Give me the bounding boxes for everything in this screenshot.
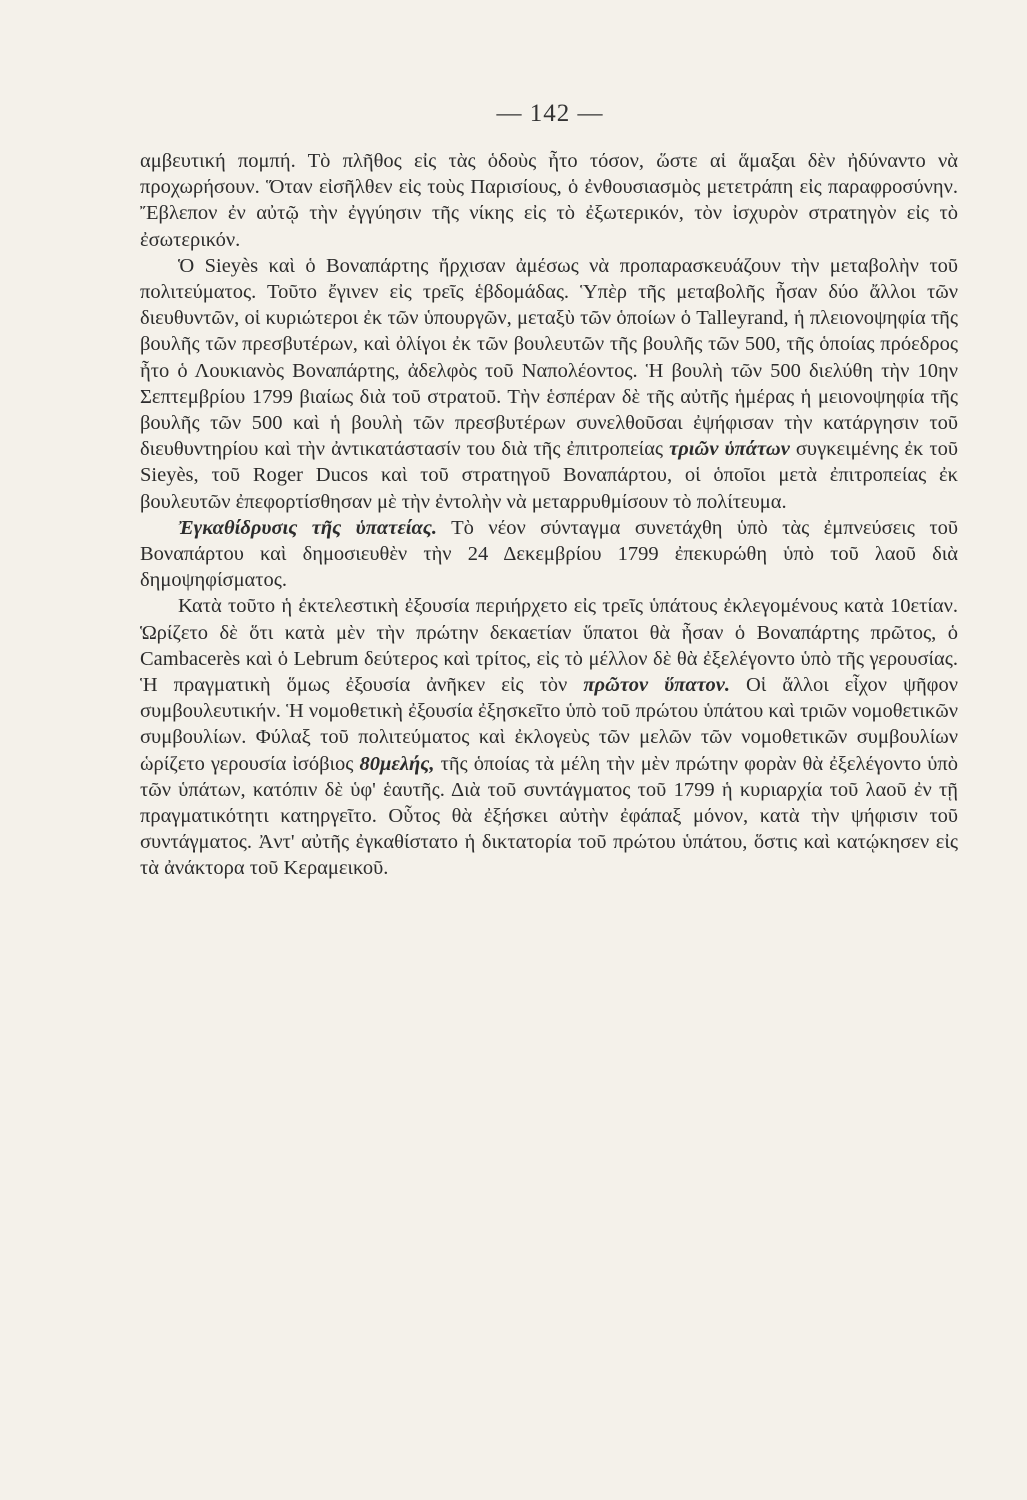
paragraph-3-text: Τὸ νέον σύνταγμα συνετάχθη ὑπὸ τὰς ἐμπνεύσεις τοῦ Βοναπάρτου καὶ δημοσιευθὲν τὴν 24 Δεκεμβρίου 1799 ἐπεκυρώθη ὑπὸ τοῦ λαοῦ διὰ δημοψηφίσματος. bbox=[140, 516, 958, 592]
emphasis-three-consuls: τριῶν ὑπάτων bbox=[669, 438, 790, 461]
emphasis-first-consul: πρῶτον ὕπατον. bbox=[583, 674, 730, 697]
paragraph-4-text-after2: τῆς ὁποίας τὰ μέλη τὴν μὲν πρώτην φορὰν θὰ ἐξελέγοντο ὑπὸ τῶν ὑπάτων, κατόπιν δὲ ὑφ' ἑαυτῆς. Διὰ τοῦ συντάγματος τοῦ 1799 ἡ κυριαρχία τοῦ λαοῦ ἐν τῇ πραγματικότητι κατηργεῖτο. Οὗτος θὰ ἐξήσκει αὐτὴν ἐφάπαξ μόνον, κατὰ τὴν ψήφισιν τοῦ συντάγματος. Ἀντ' αὐτῆς ἐγκαθίστατο ἡ δικτατορία τοῦ πρώτου ὑπάτου, ὅστις καὶ κατῴκησεν εἰς τὰ ἀνάκτορα τοῦ Κεραμεικοῦ. bbox=[140, 752, 958, 880]
paragraph-4-text-after: Οἱ ἄλλοι εἶχον ψῆφον συμβουλευτικήν. Ἡ νομοθετικὴ ἐξουσία ἐξησκεῖτο ὑπὸ τοῦ πρώτου ὑπάτου καὶ τριῶν νομοθετικῶν συμβουλίων. Φύλαξ τοῦ πολιτεύματος καὶ ἐκλογεὺς τῶν μελῶν τῶν νομοθετικῶν συμβουλίων ὡρίζετο γερουσία ἰσόβιος bbox=[140, 674, 959, 775]
paragraph-1-text: αμβευτική πομπή. Τὸ πλῆθος εἰς τὰς ὁδοὺς ἦτο τόσον, ὥστε αἱ ἅμαξαι δὲν ἠδύναντο νὰ προχωρήσουν. Ὅταν εἰσῆλθεν εἰς τοὺς Παρισίους, ὁ ἐνθουσιασμὸς μετετράπη εἰς παραφροσύνην. Ἔβλεπον ἐν αὐτῷ τὴν ἐγγύησιν τῆς νίκης εἰς τὸ ἐξωτερικόν, τὸν ἰσχυρὸν στρατηγὸν εἰς τὸ ἐσωτερικόν. bbox=[140, 150, 958, 251]
paragraph-4-text: Κατὰ τοῦτο ἡ ἐκτελεστικὴ ἐξουσία περιήρχετο εἰς τρεῖς ὑπάτους ἐκλεγομένους κατὰ 10ετίαν. Ὡρίζετο δὲ ὅτι κατὰ μὲν τὴν πρώτην δεκαετίαν ὕπατοι θὰ ἦσαν ὁ Βοναπάρτης πρῶτος, ὁ Cambacerès καὶ ὁ Lebrum δεύτερος καὶ τρίτος, εἰς τὸ μέλλον δὲ θὰ ἐξελέγοντο ὑπὸ τῆς γερουσίας. Ἡ πραγματικὴ ὅμως ἐξουσία ἀνῆκεν εἰς τὸν bbox=[140, 595, 958, 697]
paragraph-3 bbox=[140, 515, 958, 594]
paragraph-2 bbox=[140, 253, 958, 515]
paragraph-2-text-after: συγκειμένης ἐκ τοῦ Sieyès, τοῦ Roger Ducos καὶ τοῦ στρατηγοῦ Βοναπάρτου, οἱ ὁποῖοι μετὰ ἐπιτροπείας ἐκ βουλευτῶν ἐπεφορτίσθησαν μὲ τὴν ἐντολὴν νὰ μεταρρυθμίσουν τὸ πολίτευμα. bbox=[140, 438, 959, 513]
emphasis-80-members: 80μελής, bbox=[359, 752, 435, 775]
paragraph-2-text: Ὁ Sieyès καὶ ὁ Βοναπάρτης ἤρχισαν ἀμέσως νὰ προπαρασκευάζουν τὴν μεταβολὴν τοῦ πολιτεύματος. Τοῦτο ἔγινεν εἰς τρεῖς ἑβδομάδας. Ὑπὲρ τῆς μεταβολῆς ἦσαν δύο ἄλλοι τῶν διευθυντῶν, οἱ κυριώτεροι ἐκ τῶν ὑπουργῶν, μεταξὺ τῶν ὁποίων ὁ Talleyrand, ἡ πλειονοψηφία τῆς βουλῆς τῶν πρεσβυτέρων, καὶ ὀλίγοι ἐκ τῶν βουλευτῶν τῆς βουλῆς τῶν 500, τῆς ὁποίας πρόεδρος ἦτο ὁ Λουκιανὸς Βοναπάρτης, ἀδελφὸς τοῦ Ναπολέοντος. Ἡ βουλὴ τῶν 500 διελύθη τὴν 10ην Σεπτεμβρίου 1799 βιαίως διὰ τοῦ στρατοῦ. Τὴν ἑσπέραν δὲ τῆς αὐτῆς ἡμέρας ἡ μειονοψηφία τῆς βουλῆς τῶν 500 καὶ ἡ βουλὴ τῶν πρεσβυτέρων συνελθοῦσαι ἐψήφισαν τὴν κατάργησιν τοῦ διευθυντηρίου καὶ τὴν ἀντικατάστασίν του διὰ τῆς ἐπιτροπείας bbox=[140, 254, 958, 461]
paragraph-1 bbox=[140, 148, 958, 253]
section-heading-consulate: Ἐγκαθίδρυσις τῆς ὑπατείας. bbox=[178, 516, 438, 539]
page-number: — 142 — bbox=[496, 100, 604, 127]
text-body bbox=[140, 148, 958, 882]
paragraph-4 bbox=[140, 593, 958, 881]
